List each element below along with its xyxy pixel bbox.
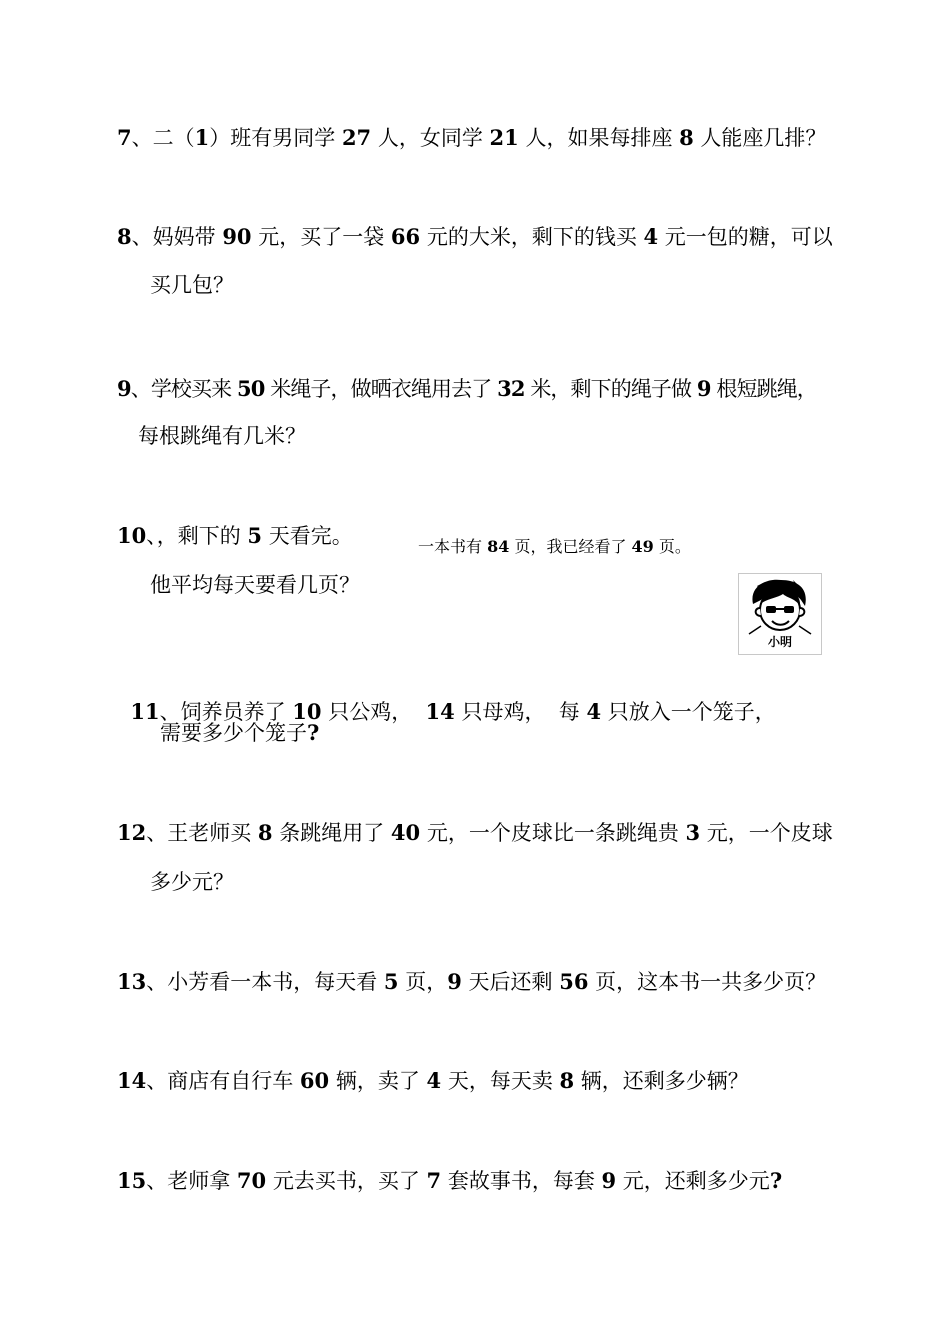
problem-15: 15、老师拿 70 元去买书，买了 7 套故事书，每套 9 元，还剩多少元? [117, 1168, 783, 1193]
problem-11: 11、饲养员养了 10 只公鸡， 14 只母鸡， 每 4 只放入一个笼子， [130, 699, 776, 724]
problem-7: 7、二（1）班有男同学 27 人，女同学 21 人，如果每排座 8 人能座几排？ [117, 125, 827, 150]
problem-12-question: 多少元？ [150, 870, 234, 894]
problem-number: 13 [117, 969, 147, 994]
problem-number: 10 [117, 523, 147, 548]
problem-number: 9 [117, 376, 131, 401]
problem-number: 8 [117, 224, 132, 249]
problem-number: 12 [117, 820, 147, 845]
speech-text: 一本书有 84 页，我已经看了 49 页。 [418, 537, 691, 556]
problem-10: 10、，剩下的 5 天看完。 [117, 523, 353, 548]
avatar [738, 573, 822, 655]
problem-9-question: 每根跳绳有几米？ [138, 424, 306, 448]
avatar-name: 小明 [767, 635, 792, 649]
problem-10-question: 他平均每天要看几页？ [150, 573, 360, 597]
problem-14: 14、商店有自行车 60 辆，卖了 4 天，每天卖 8 辆，还剩多少辆？ [117, 1068, 749, 1093]
problem-13: 13、小芳看一本书，每天看 5 页，9 天后还剩 56 页，这本书一共多少页？ [117, 969, 827, 994]
problem-number: 14 [117, 1068, 147, 1093]
problem-number: 11 [130, 699, 160, 724]
problem-11-question: 需要多少个笼子? [160, 720, 320, 745]
problem-12: 12、王老师买 8 条跳绳用了 40 元，一个皮球比一条跳绳贵 3 元，一个皮球 [117, 820, 833, 845]
problem-8-question: 买几包？ [150, 273, 234, 297]
problem-8: 8、妈妈带 90 元，买了一袋 66 元的大米，剩下的钱买 4 元一包的糖，可以 [117, 224, 833, 249]
problem-number: 7 [117, 125, 132, 150]
problem-number: 15 [117, 1168, 147, 1193]
boy-face-icon [739, 574, 821, 638]
problem-9: 9、学校买来 50 米绳子，做晒衣绳用去了 32 米，剩下的绳子做 9 根短跳绳， [117, 376, 817, 401]
